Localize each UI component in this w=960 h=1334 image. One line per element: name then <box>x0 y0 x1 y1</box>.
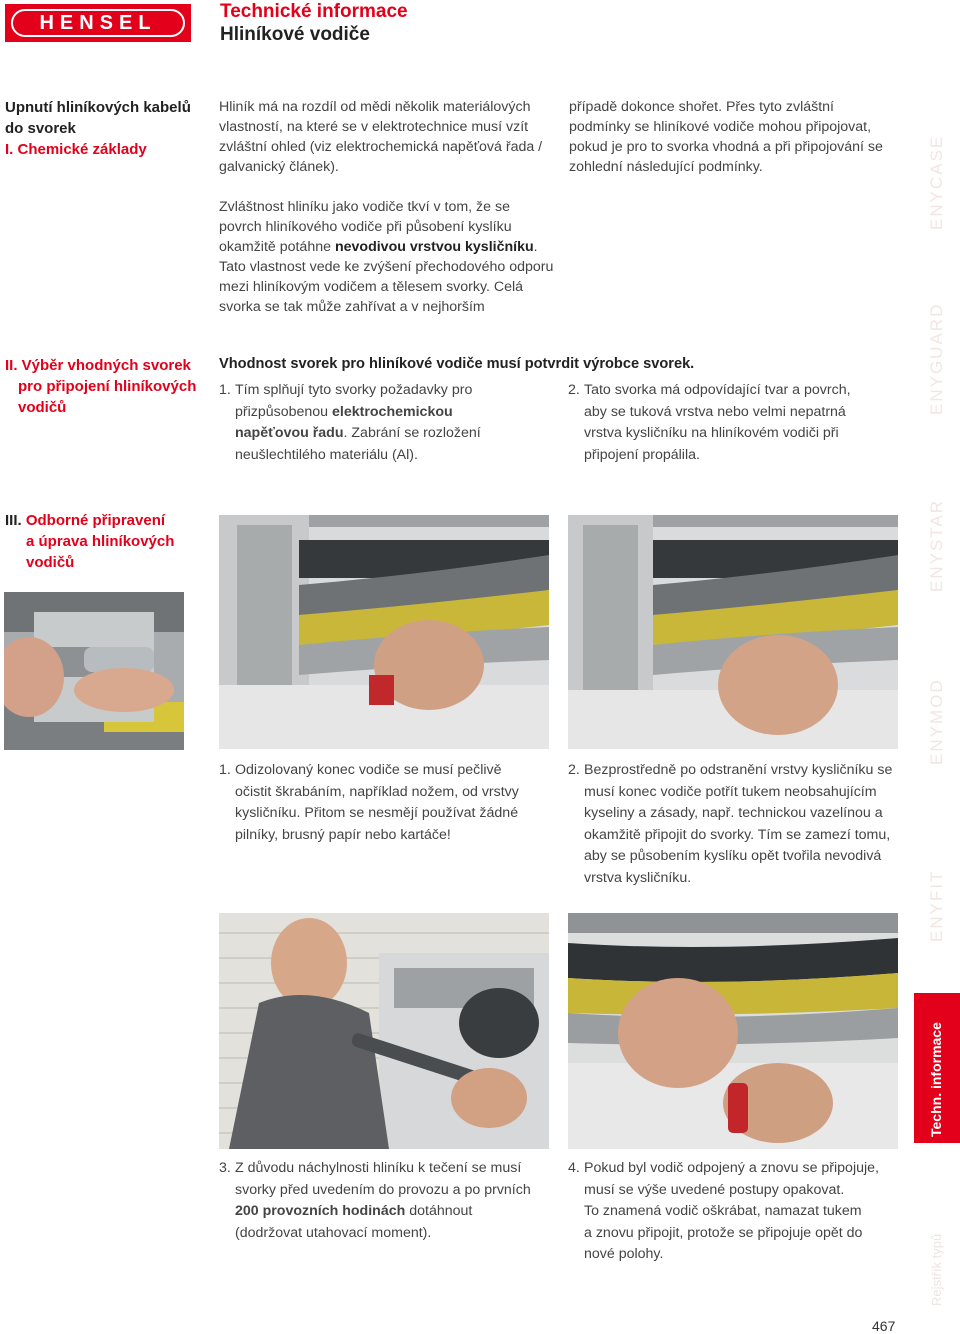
section2-item2-number: 2. <box>568 382 580 398</box>
section2-heading-line3: vodičů <box>18 399 67 416</box>
step4-line2: musí se výše uvedené postupy opakovat. <box>584 1181 845 1198</box>
section2-item2-line1: Tato svorka má odpovídající tvar a povrch, <box>584 382 851 398</box>
section2-item1-number: 1. <box>219 382 231 398</box>
section2-item1-line4: neušlechtilého materiálu (Al). <box>235 446 418 463</box>
section1-paragraph2 <box>219 197 554 317</box>
section2-item1 <box>219 380 549 466</box>
photo-step1-scraping <box>219 515 549 749</box>
step2-line6: vrstva kysličníku. <box>584 869 692 886</box>
step1-line2: očistit škrabáním, například nožem, od vrstvy <box>235 783 519 800</box>
side-tab-index[interactable]: Rejstřík typů <box>929 1233 944 1306</box>
side-tab-enyfit[interactable]: ENYFIT <box>927 869 946 942</box>
photo-step4-reconnecting <box>568 913 898 1149</box>
side-tab-active-label: Techn. informace <box>928 1022 944 1137</box>
step2-line1: Bezprostředně po odstranění vrstvy kysličníku se <box>584 762 893 778</box>
section2-heading-line2: pro připojení hliníkových <box>18 378 197 395</box>
step3-text <box>219 1158 559 1244</box>
section3-heading-line3: vodičů <box>26 554 75 571</box>
section1-paragraph2-start: Zvláštnost hliníku jako vodiče tkví v tom, že se povrch hliníkového vodiče při působení kyslíku okamžitě potáhne <box>219 199 512 255</box>
step4-line3: To znamená vodič oškrábat, namazat tukem <box>584 1203 862 1219</box>
hensel-logo <box>5 4 191 42</box>
step2-line3: kyseliny a zásady, např. technickou vazelínou a <box>584 805 883 821</box>
step3-line2: svorky před uvedením do provozu a po prvních <box>235 1181 531 1198</box>
section1-paragraph2-end: . Tato vlastnost vede ke zvýšení přechodového odporu mezi hliníkovým vodičem a tělesem svorky. Celá svorka se tak může zahřívat a v nejhorším <box>219 239 554 315</box>
side-tab-enycase[interactable]: ENYCASE <box>927 134 946 230</box>
step3-line4: (dodržovat utahovací moment). <box>235 1224 432 1241</box>
step2-number: 2. <box>568 762 580 778</box>
step2-line4: okamžitě připojit do svorky. Tím se zamezí tomu, <box>584 826 891 843</box>
section1-heading-line1: Upnutí hliníkových kabelů <box>5 99 191 116</box>
section2-heading-line1: II. Výběr vhodných svorek <box>5 357 191 374</box>
step1-number: 1. <box>219 762 231 778</box>
side-tab-enymod[interactable]: ENYMOD <box>927 678 946 765</box>
section1-paragraph3: případě dokonce shořet. Přes tyto zvláštní podmínky se hliníkové vodiče mohou připojovat, pokud je pro to svorka vhodná a při připojování se zohlední následující podmínky. <box>569 99 883 175</box>
step1-text <box>219 760 549 846</box>
step1-line1: Odizolovaný konec vodiče se musí pečlivě <box>235 762 502 778</box>
section2-item1-line3: . Zabrání se rozložení <box>343 425 481 441</box>
page-number: 467 <box>872 1318 896 1334</box>
section2-item2 <box>568 380 898 466</box>
page-title: Technické informace <box>220 1 408 22</box>
section2-item2-line2: aby se tuková vrstva nebo velmi nepatrná <box>584 403 846 420</box>
side-tab-enystar[interactable]: ENYSTAR <box>927 498 946 592</box>
step4-line5: nové polohy. <box>584 1246 664 1262</box>
section2-item1-bold1: elektrochemickou <box>332 403 453 420</box>
step2-text <box>568 760 913 889</box>
section1-paragraph2-bold: nevodivou vrstvou kysličníku <box>334 239 534 255</box>
page-subtitle: Hliníkové vodiče <box>220 24 370 45</box>
step4-line1: Pokud byl vodič odpojený a znovu se připojuje, <box>584 1160 879 1176</box>
section1-heading <box>5 97 205 160</box>
step4-text <box>568 1158 908 1266</box>
step4-number: 4. <box>568 1160 580 1176</box>
logo-text: HENSEL <box>39 11 157 34</box>
side-tab-enyguard[interactable]: ENYGUARD <box>927 302 946 415</box>
section2-item2-line4: připojení propálila. <box>584 446 700 463</box>
step3-line1: Z důvodu náchylnosti hliníku k tečení se musí <box>235 1160 522 1176</box>
section2-item2-line3: vrstva kysličníku na hliníkovém vodiči při <box>584 425 839 441</box>
logo-frame <box>11 9 185 37</box>
photo-step3-tightening <box>219 913 549 1149</box>
step1-line3: kysličníku. Přitom se nesmějí používat žádné <box>235 805 519 821</box>
section2-item1-line2: přizpůsobenou <box>235 403 333 420</box>
step2-line2: musí konec vodiče potřít tukem neobsahujícím <box>584 783 877 800</box>
step3-bold: 200 provozních hodinách <box>235 1203 406 1219</box>
step3-number: 3. <box>219 1160 231 1176</box>
step2-line5: aby se působením kyslíku opět tvořila nevodivá <box>584 848 882 864</box>
photo-step2-greasing <box>568 515 898 749</box>
step1-line4: pilníky, brusný papír nebo kartáče! <box>235 826 451 843</box>
photo-cable-clamp-closeup <box>4 592 184 750</box>
section3-heading-line1: Odborné připravení <box>25 512 166 529</box>
section2-heading <box>5 355 205 418</box>
step4-line4: a znovu připojit, protože se připojuje opět do <box>584 1224 863 1241</box>
section2-subheading: Vhodnost svorek pro hliníkové vodiče musí potvrdit výrobce svorek. <box>219 356 695 372</box>
section3-heading-roman: III. <box>5 512 26 529</box>
section1-paragraph1: Hliník má na rozdíl od mědi několik materiálových vlastností, na které se v elektrotechnice musí vzít zvláštní ohled (viz elektrochemická napěťová řada / galvanický článek). <box>219 99 543 175</box>
side-tab-active[interactable] <box>914 993 960 1143</box>
section1-heading-line3: I. Chemické základy <box>5 141 147 158</box>
section2-item1-line1: Tím splňují tyto svorky požadavky pro <box>235 382 473 398</box>
section3-heading-line2: a úprava hliníkových <box>26 533 175 550</box>
section2-item1-bold2: napěťovou řadu <box>235 425 344 441</box>
section3-heading <box>5 510 205 573</box>
step3-line3: dotáhnout <box>405 1203 473 1219</box>
section1-heading-line2: do svorek <box>5 120 76 137</box>
